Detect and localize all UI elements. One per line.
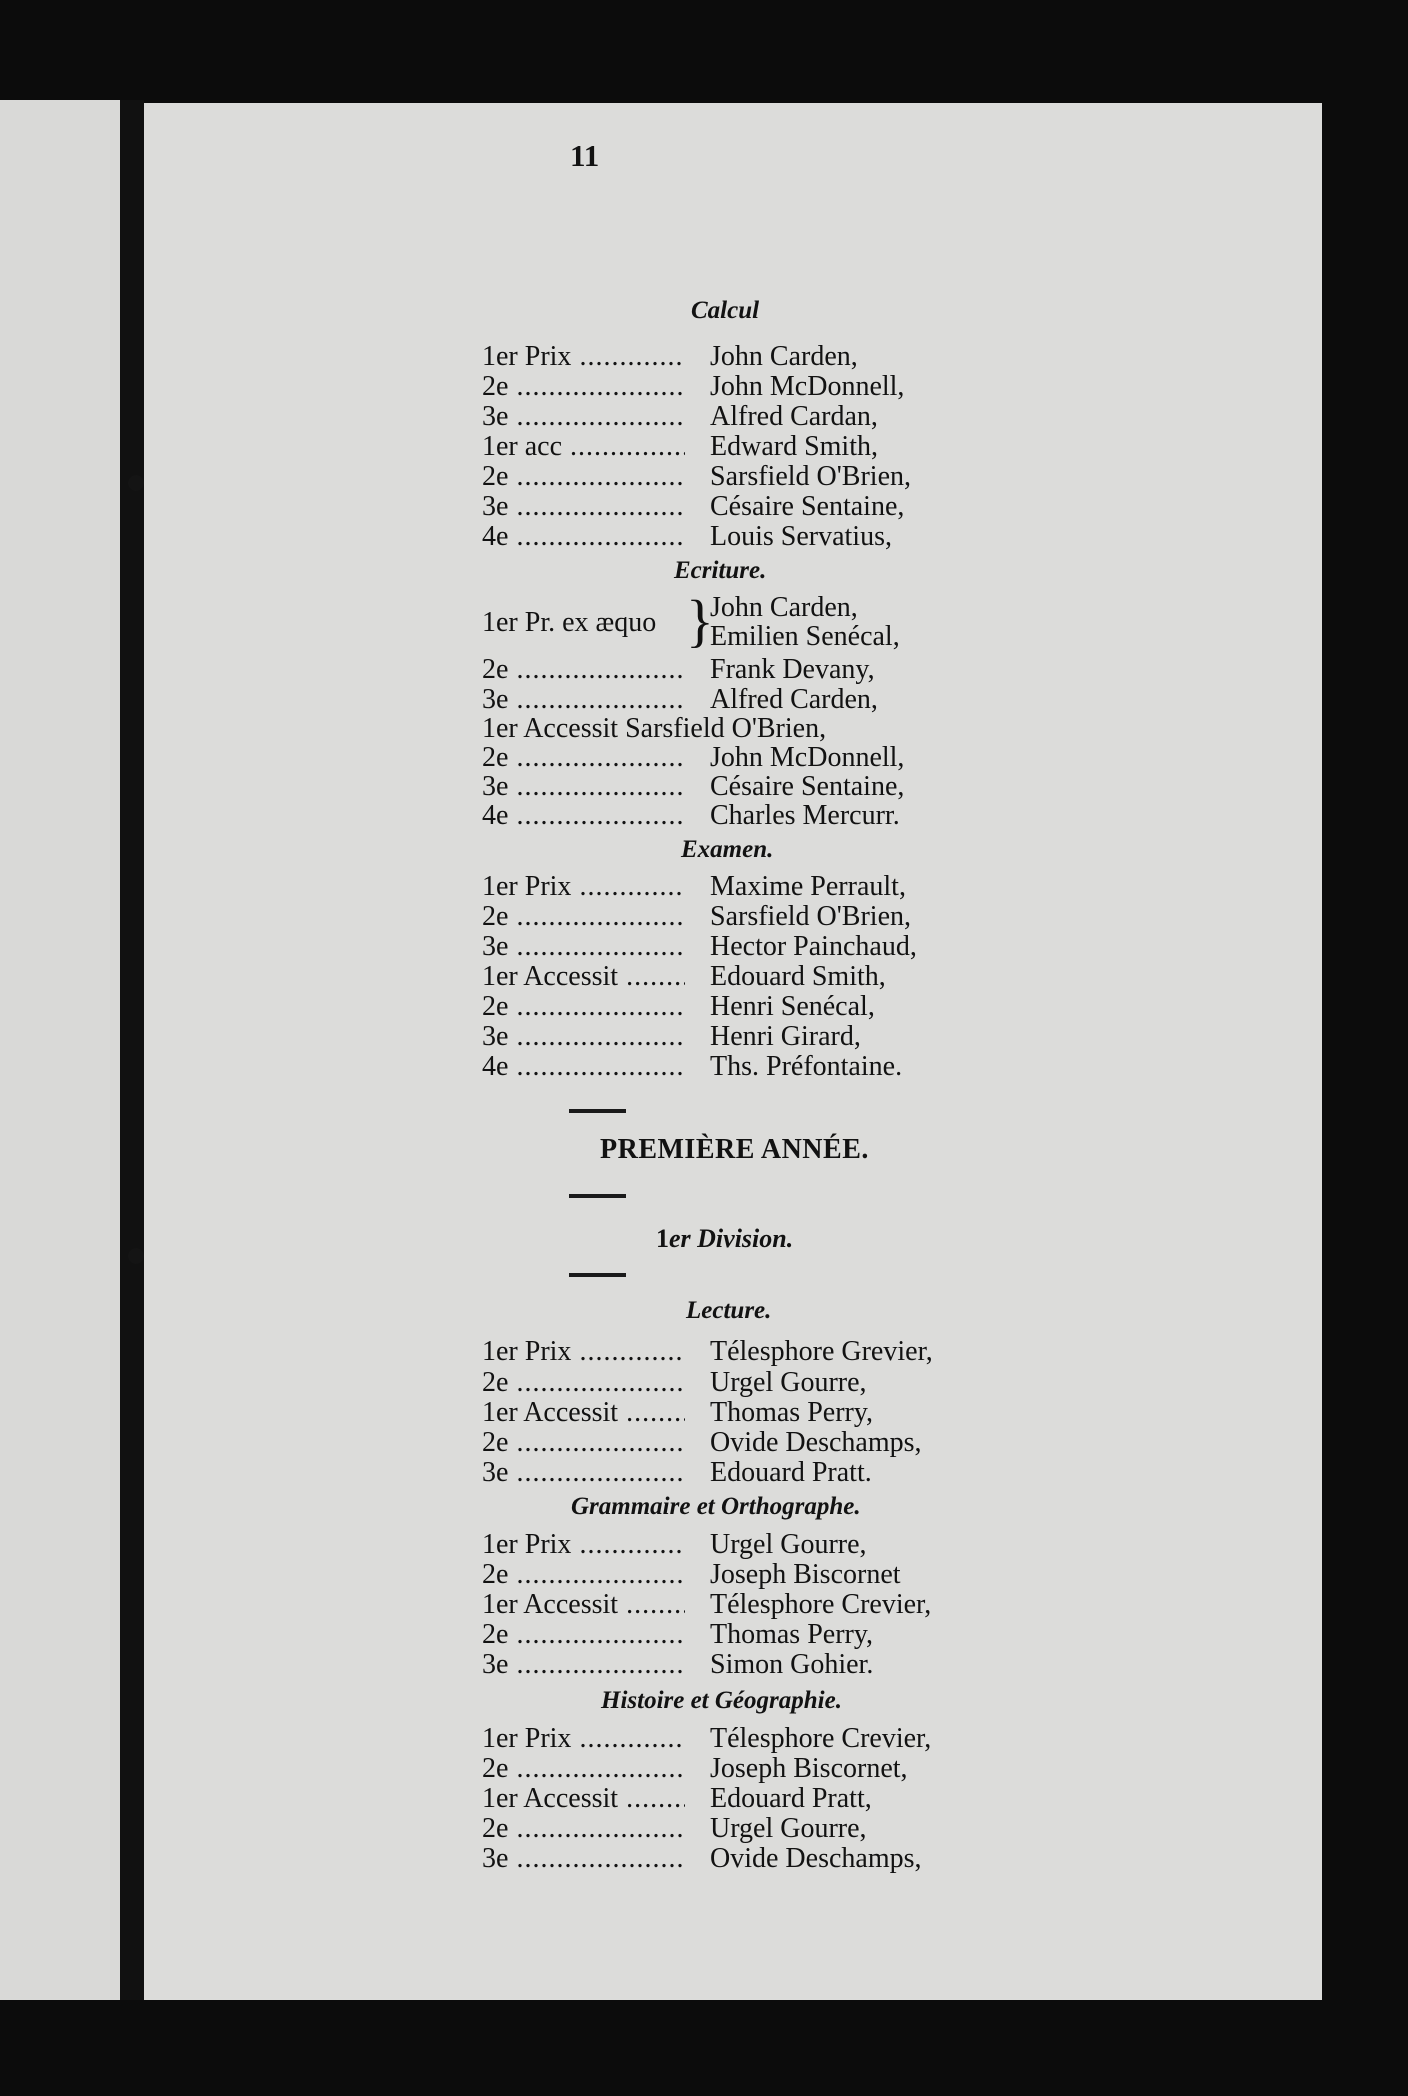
student-name: Edouard Smith,: [710, 961, 886, 992]
rank-label: 3e .....: [482, 1650, 685, 1680]
rank-label: 2e .....: [482, 655, 685, 685]
student-name: Frank Devany,: [710, 654, 875, 685]
rank-label: 1er Prix .....: [482, 1724, 685, 1754]
section-heading-calcul: Calcul: [691, 297, 760, 324]
rank-label: 1er Accessit .....: [482, 1784, 685, 1814]
rank-label: 1er Pr. ex æquo: [482, 607, 657, 638]
student-name: Sarsfield O'Brien,: [710, 901, 912, 932]
student-name: Edouard Pratt.: [710, 1457, 872, 1488]
rank-label: 3e .....: [482, 932, 685, 962]
student-name: Alfred Carden,: [710, 684, 878, 715]
section-heading-histoire: Histoire et Géographie.: [601, 1687, 842, 1714]
rank-label: 3e .....: [482, 402, 685, 432]
section-title: PREMIÈRE ANNÉE.: [600, 1134, 869, 1165]
student-name: Emilien Senécal,: [710, 621, 900, 652]
binding-knot: [128, 1248, 144, 1264]
rank-label: 3e .....: [482, 772, 685, 802]
page-number: 11: [570, 138, 600, 173]
rank-label: 1er Prix .....: [482, 872, 685, 902]
rank-label: 2e .....: [482, 1368, 685, 1398]
rank-label: 3e .....: [482, 1458, 685, 1488]
brace-glyph: }: [686, 588, 714, 653]
rank-label: 1er acc .....: [482, 432, 685, 462]
rank-label: 3e .....: [482, 685, 685, 715]
division-heading: 1er Division.: [656, 1224, 794, 1253]
rank-label: 4e .....: [482, 801, 685, 831]
student-name: John Carden,: [710, 592, 858, 623]
student-name: Maxime Perrault,: [710, 871, 906, 902]
student-name: Henri Senécal,: [710, 991, 875, 1022]
student-name: Edouard Pratt,: [710, 1783, 872, 1814]
book-spine: [120, 100, 144, 2000]
rank-label: 2e .....: [482, 1560, 685, 1590]
student-name: Simon Gohier.: [710, 1649, 874, 1680]
student-name: Alfred Cardan,: [710, 401, 878, 432]
student-name: Sarsfield O'Brien,: [710, 461, 912, 492]
divider-rule: [569, 1194, 626, 1198]
section-heading-ecriture: Ecriture.: [674, 557, 767, 584]
divider-rule: [569, 1273, 626, 1277]
rank-label: 1er Accessit Sarsfield O'Brien,: [482, 713, 827, 744]
rank-label: 4e .....: [482, 1052, 685, 1082]
rank-label: 2e .....: [482, 1428, 685, 1458]
rank-label: 3e .....: [482, 492, 685, 522]
student-name: Henri Girard,: [710, 1021, 861, 1052]
rank-label: 1er Prix .....: [482, 1530, 685, 1560]
student-name: Télesphore Grevier,: [710, 1336, 933, 1367]
rank-label: 2e .....: [482, 462, 685, 492]
student-name: Ovide Deschamps,: [710, 1843, 922, 1874]
rank-label: 2e .....: [482, 372, 685, 402]
rank-label: 3e .....: [482, 1844, 685, 1874]
section-heading-examen: Examen.: [681, 836, 774, 863]
rank-label: 4e .....: [482, 522, 685, 552]
rank-label: 1er Prix .....: [482, 342, 685, 372]
student-name: Edward Smith,: [710, 431, 878, 462]
student-name: Thomas Perry,: [710, 1397, 874, 1428]
student-name: Urgel Gourre,: [710, 1367, 867, 1398]
rank-label: 1er Accessit .....: [482, 1398, 685, 1428]
divider-rule: [569, 1109, 626, 1113]
rank-label: 2e .....: [482, 743, 685, 773]
student-name: John Carden,: [710, 341, 858, 372]
rank-label: 1er Prix .....: [482, 1337, 685, 1367]
rank-label: 2e .....: [482, 1814, 685, 1844]
binding-knot: [128, 475, 144, 491]
ex-aequo-entry: [482, 588, 942, 653]
student-name: Télesphore Crevier,: [710, 1723, 932, 1754]
student-name: Joseph Biscornet: [710, 1559, 901, 1590]
student-name: Joseph Biscornet,: [710, 1753, 908, 1784]
student-name: Charles Mercurr.: [710, 800, 900, 831]
section-heading-grammaire: Grammaire et Orthographe.: [571, 1493, 861, 1520]
rank-label: 2e .....: [482, 1620, 685, 1650]
student-name: Césaire Sentaine,: [710, 491, 905, 522]
student-name: John McDonnell,: [710, 371, 905, 402]
student-name: Thomas Perry,: [710, 1619, 874, 1650]
student-name: Télesphore Crevier,: [710, 1589, 932, 1620]
rank-label: 2e .....: [482, 902, 685, 932]
student-name: Hector Painchaud,: [710, 931, 917, 962]
student-name: Ovide Deschamps,: [710, 1427, 922, 1458]
rank-label: 2e .....: [482, 1754, 685, 1784]
section-heading-lecture: Lecture.: [686, 1297, 772, 1324]
student-name: John McDonnell,: [710, 742, 905, 773]
student-name: Louis Servatius,: [710, 521, 892, 552]
rank-label: 3e .....: [482, 1022, 685, 1052]
rank-label: 2e .....: [482, 992, 685, 1022]
rank-label: 1er Accessit .....: [482, 962, 685, 992]
student-name: Ths. Préfontaine.: [710, 1051, 903, 1082]
student-name: Césaire Sentaine,: [710, 771, 905, 802]
rank-label: 1er Accessit .....: [482, 1590, 685, 1620]
facing-page-edge: [0, 100, 138, 2000]
student-name: Urgel Gourre,: [710, 1529, 867, 1560]
student-name: Urgel Gourre,: [710, 1813, 867, 1844]
